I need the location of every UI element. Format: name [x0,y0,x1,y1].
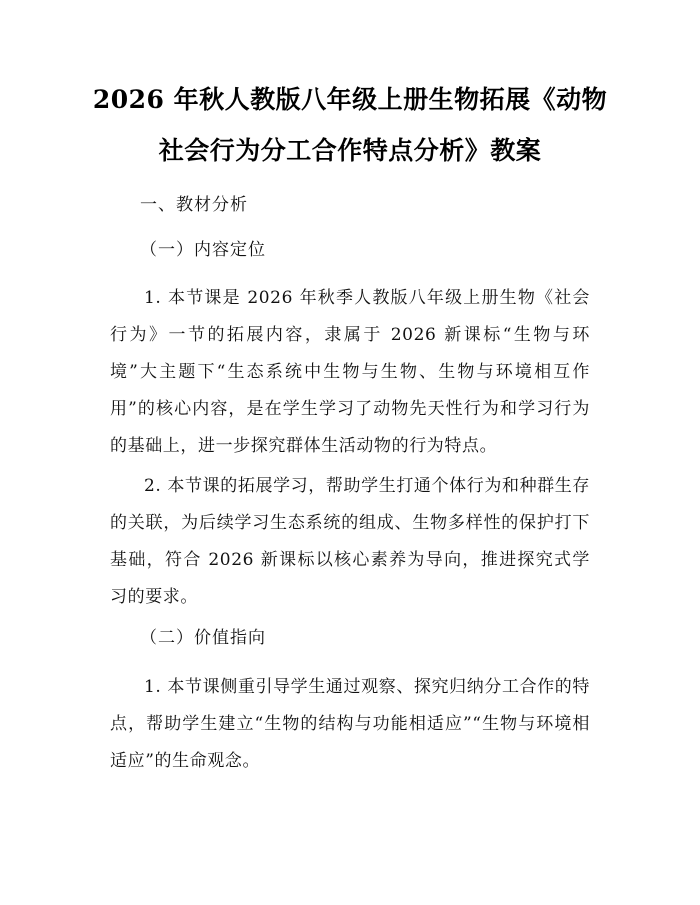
section-heading-textbook-analysis: 一、教材分析 [140,195,248,215]
document-title-line-1: 2026 年秋人教版八年级上册生物拓展《动物 [92,85,608,114]
paragraph-content-1: 1. 本节课是 2026 年秋季人教版八年级上册生物《社会行为》一节的拓展内容，隶属于 2026 新课标“生物与环境”大主题下“生态系统中生物与生物、生物与环境相互作用”的核心内容，是在学生学习了动物先天性行为和学习行为的基础上，进一步探究群体生活动物的行为特点。 [110,288,590,456]
subsection-heading-value-orientation: （二）价值指向 [140,628,266,648]
subsection-heading-content-positioning: （一）内容定位 [140,240,266,260]
paragraph-content-2: 2. 本节课的拓展学习，帮助学生打通个体行为和种群生存的关联，为后续学习生态系统的组成、生物多样性的保护打下基础，符合 2026 新课标以核心素养为导向，推进探究式学习的要求。 [110,476,590,607]
document-title-line-2: 社会行为分工合作特点分析》教案 [158,136,542,165]
paragraph-value-1: 1. 本节课侧重引导学生通过观察、探究归纳分工合作的特点，帮助学生建立“生物的结构与功能相适应”“生物与环境相适应”的生命观念。 [110,677,590,771]
